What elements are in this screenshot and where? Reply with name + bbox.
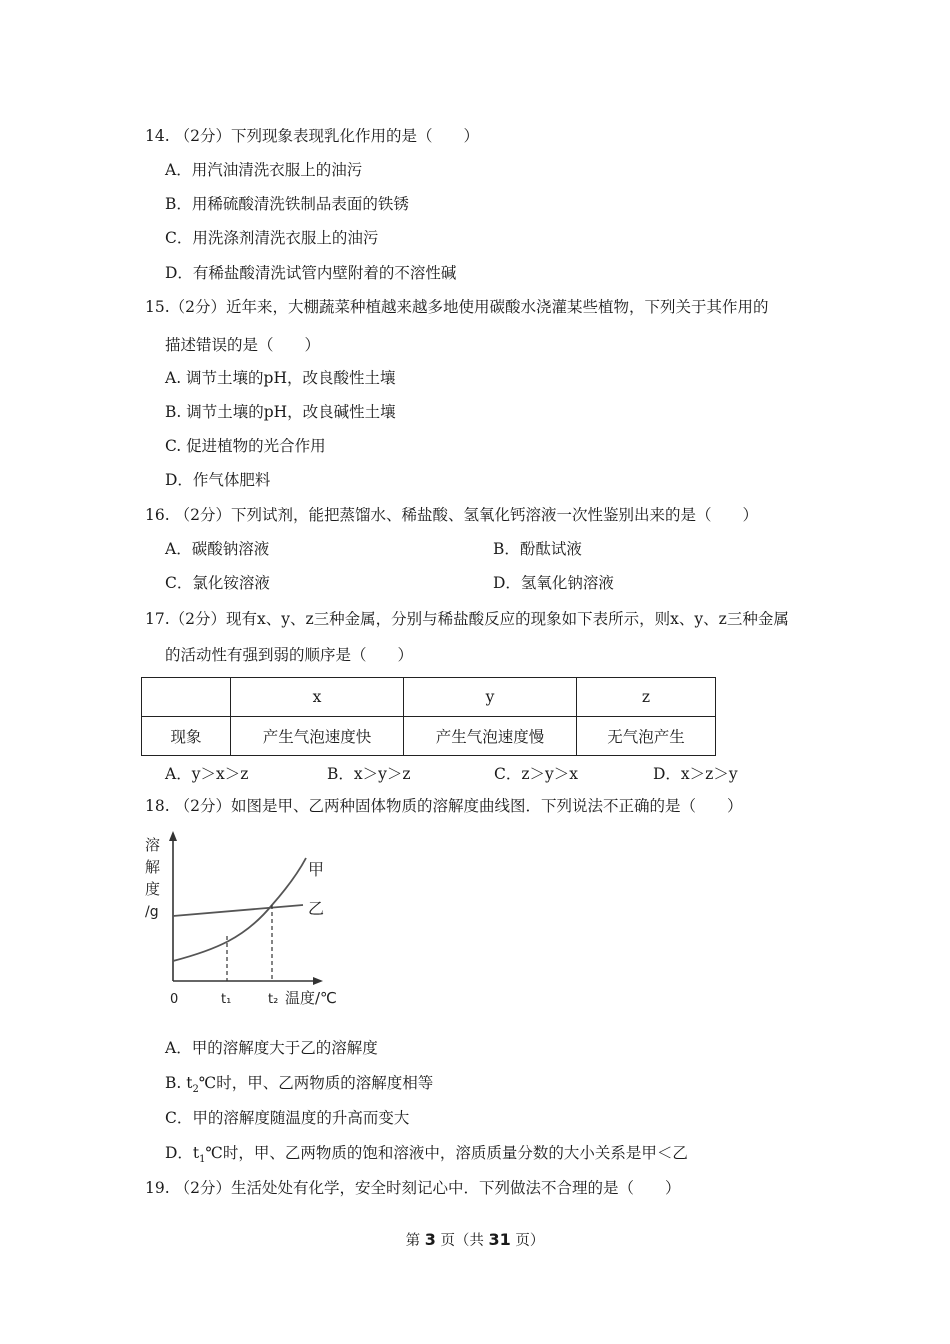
table-cell: x [231,678,404,717]
footer-text: 第 [405,1233,421,1249]
curve-label-yi: 乙 [308,899,325,918]
option-b-text: ℃时，甲、乙两物质的溶解度相等 [198,1074,434,1092]
option-d-text: ℃时，甲、乙两物质的饱和溶液中，溶质质量分数的大小关系是甲＜乙 [205,1144,688,1162]
t1-label: t₁ [221,992,232,1007]
current-page-number: 3 [424,1230,436,1249]
q14-option-a: A．用汽油清洗衣服上的油污 [165,161,363,179]
total-pages-number: 31 [488,1230,511,1249]
q16-option-a: A．碳酸钠溶液 [165,540,270,558]
y-axis-label-char: 解 [145,858,161,876]
table-cell: z [577,678,716,717]
q17-option-c: C．z＞y＞x [494,765,579,783]
q17-option-a: A．y＞x＞z [165,765,249,783]
q14-option-c: C．用洗涤剂清洗衣服上的油污 [165,229,379,247]
table-header-row [142,678,716,717]
solubility-curve-graph [140,828,350,1013]
q17-stem-line1: 17.（2分）现有x、y、z三种金属，分别与稀盐酸反应的现象如下表所示，则x、y、z三种金属 [145,610,789,628]
q15-option-d: D．作气体肥料 [165,471,271,489]
footer-text: 页） [515,1233,545,1249]
y-axis-label-unit: /g [145,904,159,920]
q17-stem-line2: 的活动性有强到弱的顺序是（ ） [165,646,414,664]
q18-option-c: C．甲的溶解度随温度的升高而变大 [165,1109,410,1127]
q15-option-c: C. 促进植物的光合作用 [165,437,326,455]
q17-option-b: B．x＞y＞z [327,765,411,783]
q16-option-c: C．氯化铵溶液 [165,574,270,592]
q14-option-d: D．有稀盐酸清洗试管内壁附着的不溶性碱 [165,264,457,282]
option-d-prefix: D．t [165,1144,200,1162]
table-row [142,717,716,756]
option-b-prefix: B. t [165,1074,193,1092]
footer-text: 页（共 [440,1233,484,1249]
t2-label: t₂ [268,992,279,1007]
y-axis-label-char: 度 [145,880,161,898]
origin-label: 0 [170,992,179,1007]
q17-observation-table [141,677,716,756]
table-cell: 无气泡产生 [577,717,716,756]
y-axis-label-char: 溶 [145,836,161,854]
q18-option-b [165,1073,433,1100]
q15-stem-line1: 15.（2分）近年来，大棚蔬菜种植越来越多地使用碳酸水浇灌某些植物，下列关于其作用的 [145,298,769,316]
option-b-subscript: 2 [192,1084,199,1096]
q16-stem: 16. （2分）下列试剂，能把蒸馏水、稀盐酸、氢氧化钙溶液一次性鉴别出来的是（ ） [145,506,758,524]
q14-stem: 14. （2分）下列现象表现乳化作用的是（ ） [145,127,479,145]
q18-option-d [165,1143,688,1170]
q15-option-a: A. 调节土壤的pH，改良酸性土壤 [165,369,396,387]
page-footer [0,1229,950,1250]
q15-stem-line2: 描述错误的是（ ） [165,336,321,354]
option-d-subscript: 1 [199,1154,206,1166]
curve-label-jia: 甲 [308,860,325,879]
table-cell: 产生气泡速度快 [231,717,404,756]
q18-option-a: A．甲的溶解度大于乙的溶解度 [165,1039,378,1057]
q16-option-d: D．氢氧化钠溶液 [493,574,614,592]
q19-stem: 19. （2分）生活处处有化学，安全时刻记心中．下列做法不合理的是（ ） [145,1179,681,1197]
x-axis-label: 温度/℃ [285,989,337,1007]
q18-stem: 18. （2分）如图是甲、乙两种固体物质的溶解度曲线图．下列说法不正确的是（ ） [145,797,743,815]
table-cell: y [404,678,577,717]
table-cell: 现象 [142,717,231,756]
table-cell: 产生气泡速度慢 [404,717,577,756]
q16-option-b: B．酚酞试液 [493,540,582,558]
y-axis-arrow [169,831,177,841]
q17-option-d: D．x＞z＞y [653,765,738,783]
q15-option-b: B. 调节土壤的pH，改良碱性土壤 [165,403,396,421]
table-cell [142,678,231,717]
q14-option-b: B．用稀硫酸清洗铁制品表面的铁锈 [165,195,409,213]
curve-yi [173,905,303,916]
x-axis-arrow [313,977,323,985]
